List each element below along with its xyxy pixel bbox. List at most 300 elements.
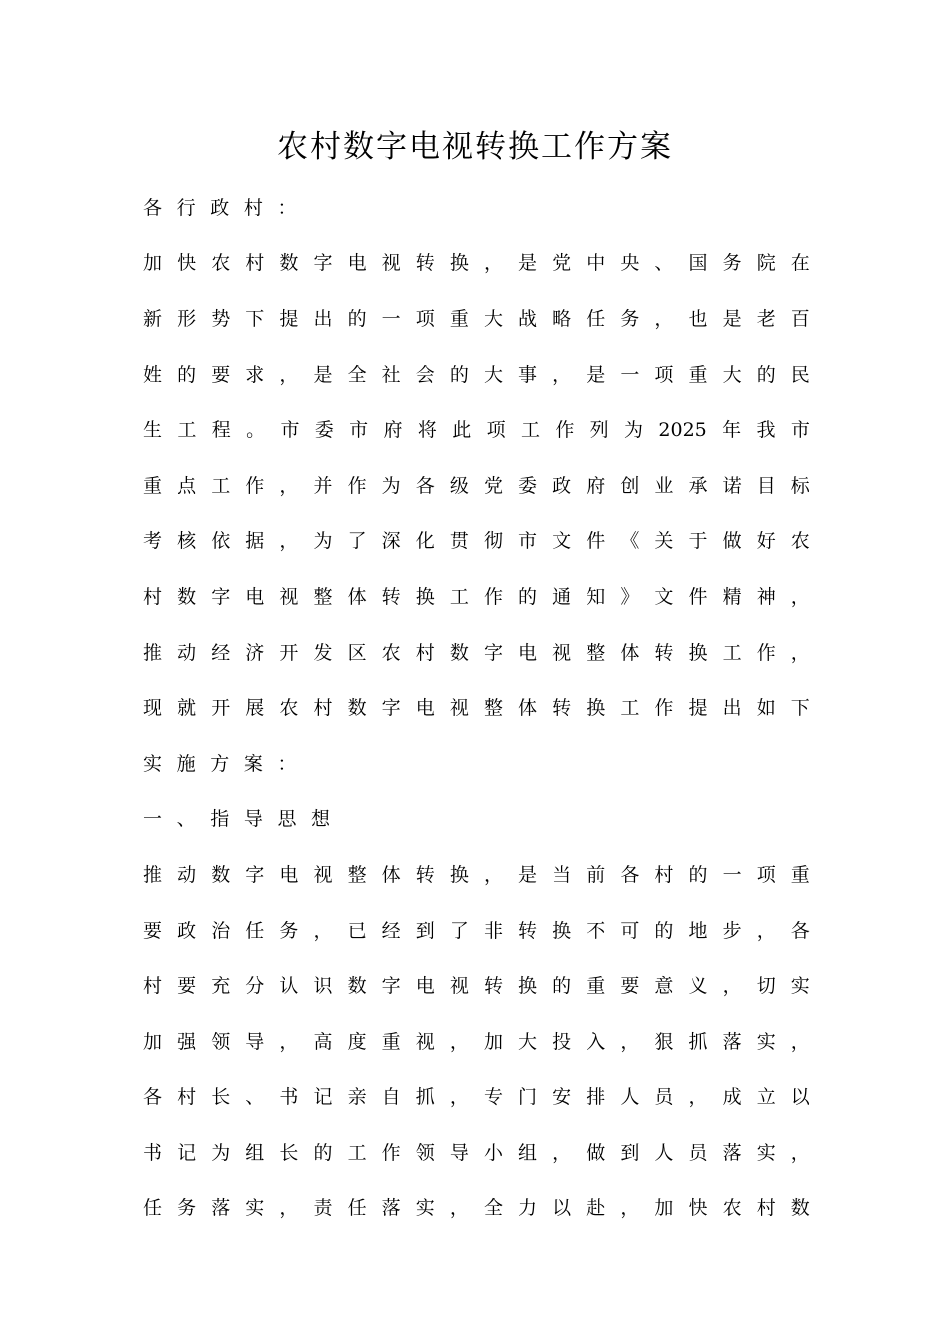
glyph: 成 [722, 1086, 742, 1109]
glyph: 作 [483, 585, 503, 608]
glyph: 程 [211, 419, 231, 442]
glyph: 贯 [449, 530, 469, 553]
glyph: 作 [381, 1141, 401, 1164]
glyph: 抓 [688, 1030, 708, 1053]
glyph: 视 [279, 585, 299, 608]
glyph: 工 [620, 697, 640, 720]
glyph: 转 [552, 697, 572, 720]
glyph: 政 [210, 196, 230, 219]
section-heading [143, 792, 810, 848]
glyph: 作 [555, 419, 575, 442]
glyph: 文 [654, 585, 674, 608]
glyph: 义 [688, 975, 708, 998]
glyph: 领 [211, 1030, 231, 1053]
glyph: 可 [620, 919, 640, 942]
glyph: 出 [313, 307, 333, 330]
glyph: 整 [347, 863, 367, 886]
glyph: 的 [756, 363, 776, 386]
glyph: 转 [415, 863, 435, 886]
glyph: 考 [143, 530, 163, 553]
glyph: 重 [449, 307, 469, 330]
glyph: 已 [347, 919, 367, 942]
glyph: 农 [211, 252, 231, 275]
glyph: 前 [586, 863, 606, 886]
glyph: 务 [722, 252, 742, 275]
glyph: 了 [347, 530, 367, 553]
glyph: 老 [756, 307, 776, 330]
glyph: 转 [483, 975, 503, 998]
glyph: 重 [143, 474, 163, 497]
glyph: 民 [790, 363, 810, 386]
glyph: 社 [381, 363, 401, 386]
glyph: 是 [518, 252, 538, 275]
glyph: 势 [211, 307, 231, 330]
glyph: 作 [756, 641, 776, 664]
glyph: 视 [552, 641, 572, 664]
glyph: 农 [722, 1197, 742, 1220]
glyph: 体 [620, 641, 640, 664]
glyph: ， [790, 1141, 810, 1164]
glyph: 的 [313, 1141, 333, 1164]
glyph: 市 [518, 530, 538, 553]
glyph: 大 [483, 307, 503, 330]
glyph: 村 [415, 641, 435, 664]
paragraph-line [143, 847, 810, 903]
glyph: 导 [449, 1141, 469, 1164]
glyph: 安 [552, 1086, 572, 1109]
glyph: 为 [381, 474, 401, 497]
glyph: 务 [177, 1197, 197, 1220]
glyph: 亲 [347, 1086, 367, 1109]
glyph: 实 [756, 1030, 776, 1053]
glyph: 的 [552, 975, 572, 998]
glyph: 视 [449, 975, 469, 998]
glyph: 数 [790, 1197, 810, 1220]
glyph: 力 [518, 1197, 538, 1220]
glyph: ， [279, 474, 299, 497]
glyph: 识 [313, 975, 333, 998]
glyph: ， [279, 1030, 299, 1053]
glyph: 工 [211, 474, 231, 497]
glyph: 村 [143, 975, 163, 998]
glyph: 长 [211, 1086, 231, 1109]
glyph: 的 [654, 919, 674, 942]
glyph: 各 [790, 919, 810, 942]
document-title: 农村数字电视转换工作方案 [277, 129, 673, 165]
glyph: 门 [518, 1086, 538, 1109]
glyph: 到 [415, 919, 435, 942]
glyph: 的 [177, 363, 197, 386]
glyph: 市 [280, 419, 300, 442]
glyph: 换 [552, 919, 572, 942]
glyph: 村 [756, 1197, 776, 1220]
glyph: ， [449, 1197, 469, 1220]
glyph: 抓 [415, 1086, 435, 1109]
glyph: 就 [177, 697, 197, 720]
glyph: 排 [586, 1086, 606, 1109]
glyph: 电 [518, 641, 538, 664]
glyph: 、 [245, 1086, 265, 1109]
glyph: 员 [688, 1141, 708, 1164]
glyph: 字 [381, 697, 401, 720]
glyph: 电 [245, 585, 265, 608]
glyph: 现 [143, 697, 163, 720]
glyph: 导 [243, 808, 263, 831]
glyph: 创 [620, 474, 640, 497]
glyph: 一 [381, 307, 401, 330]
glyph: 村 [313, 697, 333, 720]
glyph: ， [756, 919, 776, 942]
glyph: 在 [790, 252, 810, 275]
glyph: 换 [688, 641, 708, 664]
glyph: 为 [211, 1141, 231, 1164]
glyph: 提 [279, 307, 299, 330]
glyph: 加 [143, 1030, 163, 1053]
glyph: 工 [449, 585, 469, 608]
glyph: 项 [756, 863, 776, 886]
paragraph-line [143, 1125, 810, 1181]
glyph: 工 [177, 419, 197, 442]
paragraph-line [143, 680, 810, 736]
glyph: 会 [415, 363, 435, 386]
glyph: 治 [211, 919, 231, 942]
glyph: 开 [211, 697, 231, 720]
glyph: 2025 [658, 419, 707, 442]
glyph: 百 [790, 307, 810, 330]
glyph: 项 [486, 419, 506, 442]
paragraph-line [143, 236, 810, 292]
glyph: 落 [722, 1141, 742, 1164]
glyph: 字 [483, 641, 503, 664]
glyph: 为 [313, 530, 333, 553]
glyph: 员 [654, 1086, 674, 1109]
glyph: 级 [449, 474, 469, 497]
glyph: 件 [586, 530, 606, 553]
glyph: 书 [279, 1086, 299, 1109]
glyph: ， [279, 1197, 299, 1220]
glyph: 数 [177, 585, 197, 608]
glyph: 转 [654, 641, 674, 664]
glyph: 下 [245, 307, 265, 330]
glyph: 步 [722, 919, 742, 942]
glyph: 开 [279, 641, 299, 664]
glyph: 事 [518, 363, 538, 386]
glyph: 重 [790, 863, 810, 886]
glyph: 的 [688, 863, 708, 886]
glyph: ， [790, 641, 810, 664]
glyph: 精 [722, 585, 742, 608]
glyph: 一 [143, 808, 163, 831]
glyph: 任 [245, 919, 265, 942]
glyph: 并 [313, 474, 333, 497]
paragraph-line [143, 1070, 810, 1126]
glyph: 也 [688, 307, 708, 330]
glyph: 府 [586, 474, 606, 497]
glyph: 农 [381, 641, 401, 664]
glyph: 自 [381, 1086, 401, 1109]
glyph: 关 [654, 530, 674, 553]
glyph: 略 [552, 307, 572, 330]
glyph: 通 [552, 585, 572, 608]
glyph: 大 [518, 1030, 538, 1053]
paragraph-line [143, 458, 810, 514]
glyph: 高 [313, 1030, 333, 1053]
glyph: 文 [552, 530, 572, 553]
glyph: 长 [279, 1141, 299, 1164]
glyph: 加 [143, 252, 163, 275]
glyph: 。 [246, 419, 266, 442]
glyph: 切 [756, 975, 776, 998]
glyph: 施 [176, 752, 196, 775]
glyph: ， [722, 975, 742, 998]
glyph: 要 [143, 919, 163, 942]
glyph: 数 [449, 641, 469, 664]
glyph: 政 [177, 919, 197, 942]
glyph: 标 [790, 474, 810, 497]
glyph: 换 [449, 863, 469, 886]
glyph: 视 [313, 863, 333, 886]
paragraph-line-end [143, 736, 810, 792]
glyph: 组 [245, 1141, 265, 1164]
glyph: 作 [347, 474, 367, 497]
glyph: 深 [381, 530, 401, 553]
glyph: 入 [586, 1030, 606, 1053]
glyph: 以 [790, 1086, 810, 1109]
glyph: 村 [245, 252, 265, 275]
glyph: ， [552, 363, 572, 386]
glyph: 字 [381, 975, 401, 998]
paragraph-line [143, 625, 810, 681]
glyph: 数 [279, 252, 299, 275]
glyph: 行 [176, 196, 196, 219]
glyph: 电 [415, 975, 435, 998]
glyph: 快 [688, 1197, 708, 1220]
glyph: 充 [211, 975, 231, 998]
glyph: 》 [620, 585, 640, 608]
glyph: 任 [143, 1197, 163, 1220]
glyph: 委 [314, 419, 334, 442]
glyph: 农 [790, 530, 810, 553]
glyph: 落 [381, 1197, 401, 1220]
glyph: 实 [790, 975, 810, 998]
paragraph-line [143, 1014, 810, 1070]
glyph: 组 [518, 1141, 538, 1164]
paragraph-line [143, 402, 810, 458]
salutation-line [143, 180, 810, 236]
glyph: 导 [245, 1030, 265, 1053]
glyph: 项 [654, 363, 674, 386]
glyph: 业 [654, 474, 674, 497]
glyph: 意 [654, 975, 674, 998]
glyph: 动 [177, 863, 197, 886]
glyph: 经 [381, 919, 401, 942]
paragraph-line [143, 1181, 810, 1237]
glyph: 神 [756, 585, 776, 608]
glyph: 落 [722, 1030, 742, 1053]
glyph: 将 [417, 419, 437, 442]
glyph: 政 [552, 474, 572, 497]
glyph: 好 [756, 530, 776, 553]
glyph: 方 [210, 752, 230, 775]
glyph: 中 [586, 252, 606, 275]
glyph: 实 [756, 1141, 776, 1164]
document-body [143, 180, 810, 1236]
glyph: 非 [483, 919, 503, 942]
glyph: 为 [624, 419, 644, 442]
glyph: 小 [483, 1141, 503, 1164]
glyph: 强 [177, 1030, 197, 1053]
glyph: ， [483, 252, 503, 275]
paragraph-line [143, 347, 810, 403]
glyph: 视 [415, 1030, 435, 1053]
glyph: 诺 [722, 474, 742, 497]
glyph: 村 [177, 1086, 197, 1109]
glyph: 区 [347, 641, 367, 664]
glyph: 思 [277, 808, 297, 831]
glyph: 要 [620, 975, 640, 998]
glyph: 下 [790, 697, 810, 720]
glyph: 电 [279, 863, 299, 886]
glyph: 务 [620, 307, 640, 330]
glyph: 狠 [654, 1030, 674, 1053]
glyph: 是 [518, 863, 538, 886]
glyph: 市 [349, 419, 369, 442]
glyph: 转 [381, 585, 401, 608]
glyph: 村 [243, 196, 263, 219]
glyph: 件 [688, 585, 708, 608]
glyph: 大 [722, 363, 742, 386]
glyph: 列 [589, 419, 609, 442]
glyph: 、 [176, 808, 196, 831]
glyph: 工 [520, 419, 540, 442]
glyph: ， [279, 530, 299, 553]
glyph: 领 [415, 1141, 435, 1164]
glyph: 实 [245, 1197, 265, 1220]
glyph: ， [790, 585, 810, 608]
glyph: ， [483, 863, 503, 886]
glyph: 了 [449, 919, 469, 942]
glyph: 承 [688, 474, 708, 497]
glyph: 实 [415, 1197, 435, 1220]
paragraph-line [143, 514, 810, 570]
glyph: 项 [415, 307, 435, 330]
paragraph-line [143, 958, 810, 1014]
glyph: 目 [756, 474, 776, 497]
glyph: 不 [586, 919, 606, 942]
glyph: 战 [518, 307, 538, 330]
glyph: 的 [347, 307, 367, 330]
glyph: 要 [177, 975, 197, 998]
glyph: 一 [620, 363, 640, 386]
glyph: 全 [483, 1197, 503, 1220]
glyph: 推 [143, 863, 163, 886]
glyph: 字 [245, 863, 265, 886]
glyph: 体 [518, 697, 538, 720]
glyph: 的 [518, 585, 538, 608]
glyph: 核 [177, 530, 197, 553]
glyph: 市 [790, 419, 810, 442]
glyph: 是 [722, 307, 742, 330]
glyph: 发 [313, 641, 333, 664]
glyph: 想 [311, 808, 331, 831]
glyph: 求 [245, 363, 265, 386]
glyph: ， [688, 1086, 708, 1109]
glyph: 生 [143, 419, 163, 442]
glyph: 各 [620, 863, 640, 886]
glyph: ， [313, 919, 333, 942]
glyph: 当 [552, 863, 572, 886]
glyph: 重 [688, 363, 708, 386]
glyph: 实 [143, 752, 163, 775]
glyph: 一 [722, 863, 742, 886]
glyph: 据 [245, 530, 265, 553]
glyph: 数 [347, 697, 367, 720]
glyph: 认 [279, 975, 299, 998]
glyph: ， [449, 1030, 469, 1053]
glyph: 赴 [586, 1197, 606, 1220]
glyph: 加 [483, 1030, 503, 1053]
glyph: 整 [586, 641, 606, 664]
glyph: 如 [756, 697, 776, 720]
glyph: 此 [452, 419, 472, 442]
glyph: 字 [313, 252, 333, 275]
glyph: 务 [279, 919, 299, 942]
glyph: 字 [211, 585, 231, 608]
glyph: 农 [279, 697, 299, 720]
glyph: 彻 [483, 530, 503, 553]
glyph: 是 [313, 363, 333, 386]
glyph: ： [277, 196, 297, 219]
glyph: 体 [381, 863, 401, 886]
glyph: ， [279, 363, 299, 386]
glyph: 工 [347, 1141, 367, 1164]
glyph: 济 [245, 641, 265, 664]
glyph: 到 [620, 1141, 640, 1164]
glyph: 大 [483, 363, 503, 386]
glyph: 党 [483, 474, 503, 497]
glyph: 国 [688, 252, 708, 275]
glyph: 院 [756, 252, 776, 275]
glyph: 知 [586, 585, 606, 608]
glyph: 加 [654, 1197, 674, 1220]
glyph: 指 [210, 808, 230, 831]
glyph: 化 [415, 530, 435, 553]
glyph: 做 [722, 530, 742, 553]
glyph: 年 [722, 419, 742, 442]
glyph: 换 [415, 585, 435, 608]
glyph: 做 [586, 1141, 606, 1164]
glyph: ， [552, 1141, 572, 1164]
glyph: 转 [415, 252, 435, 275]
glyph: 转 [518, 919, 538, 942]
glyph: 数 [347, 975, 367, 998]
glyph: 整 [313, 585, 333, 608]
paragraph-line [143, 291, 810, 347]
glyph: ， [620, 1030, 640, 1053]
glyph: 依 [211, 530, 231, 553]
glyph: 体 [347, 585, 367, 608]
glyph: 重 [586, 975, 606, 998]
glyph: 央 [620, 252, 640, 275]
glyph: 新 [143, 307, 163, 330]
glyph: 作 [654, 697, 674, 720]
glyph: 于 [688, 530, 708, 553]
glyph: 全 [347, 363, 367, 386]
glyph: ： [277, 752, 297, 775]
glyph: 专 [483, 1086, 503, 1109]
glyph: 展 [245, 697, 265, 720]
glyph: 村 [143, 585, 163, 608]
